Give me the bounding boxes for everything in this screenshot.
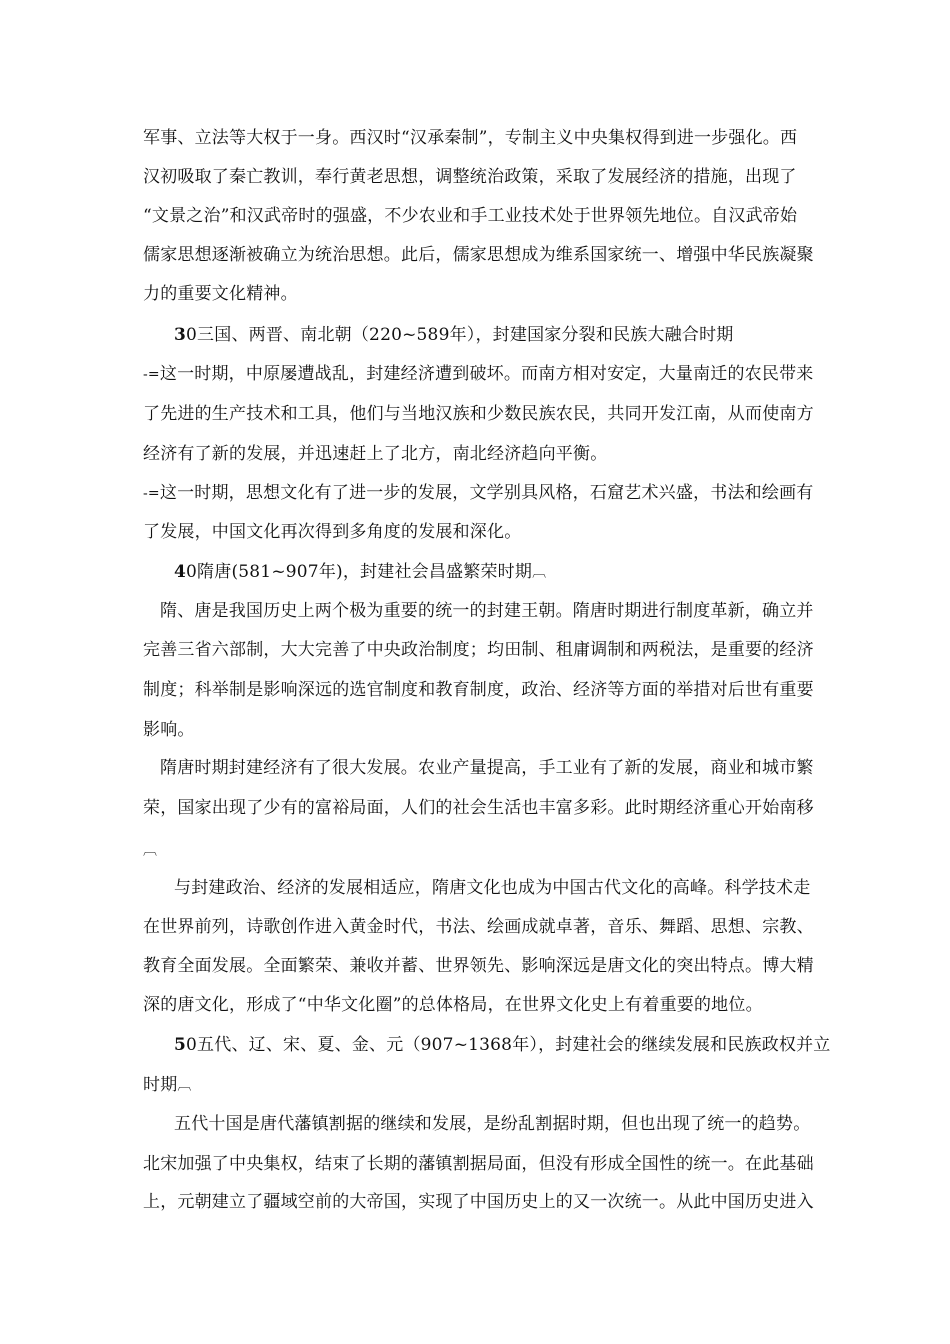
text-line: 力的重要文化精神。	[143, 284, 298, 304]
bracket-mark: ︹	[532, 564, 547, 581]
text-line: 了先进的生产技术和工具，他们与当地汉族和少数民族农民，共同开发江南，从而使南方	[143, 404, 814, 424]
text-line: “文景之治”和汉武帝时的强盛，不少农业和手工业技术处于世界领先地位。自汉武帝始	[143, 206, 798, 226]
section-number: 5	[174, 1035, 187, 1055]
dash-mark: -=	[143, 485, 160, 502]
dash-mark: -=	[143, 366, 160, 383]
text-line: 影响。	[143, 720, 195, 740]
text-line: -=这一时期，思想文化有了进一步的发展，文学别具风格，石窟艺术兴盛，书法和绘画有	[143, 483, 814, 503]
bracket-mark: ︹	[177, 1077, 192, 1094]
text-line: 在世界前列，诗歌创作进入黄金时代，书法、绘画成就卓著，音乐、舞蹈、思想、宗教、	[143, 917, 814, 937]
text-line: -=这一时期，中原屡遭战乱，封建经济遭到破坏。而南方相对安定，大量南迁的农民带来	[143, 364, 814, 384]
text-line: 教育全面发展。全面繁荣、兼收并蓄、世界领先、影响深远是唐文化的突出特点。博大精	[143, 956, 814, 976]
text-line: 隋、唐是我国历史上两个极为重要的统一的封建王朝。隋唐时期进行制度革新，确立并	[160, 601, 814, 621]
section-title: 0五代、辽、宋、夏、金、元（907~1368年），封建社会的继续发展和民族政权并立	[186, 1035, 831, 1055]
text-line: 制度；科举制是影响深远的选官制度和教育制度，政治、经济等方面的举措对后世有重要	[143, 680, 814, 700]
section-heading-3	[174, 325, 734, 347]
text-line: 深的唐文化，形成了“中华文化圈”的总体格局，在世界文化史上有着重要的地位。	[143, 995, 763, 1015]
text-line: 汉初吸取了秦亡教训，奉行黄老思想，调整统治政策，采取了发展经济的措施，出现了	[143, 167, 797, 187]
section-heading-5	[174, 1035, 831, 1057]
text-line: 完善三省六部制，大大完善了中央政治制度；均田制、租庸调制和两税法，是重要的经济	[143, 640, 814, 660]
text-line: 时期︹	[143, 1075, 192, 1095]
text-line: 了发展，中国文化再次得到多角度的发展和深化。	[143, 522, 522, 542]
text-line: 军事、立法等大权于一身。西汉时“汉承秦制”，专制主义中央集权得到进一步强化。西	[143, 128, 798, 148]
text-line: 荣，国家出现了少有的富裕局面，人们的社会生活也丰富多彩。此时期经济重心开始南移	[143, 798, 814, 818]
section-title: 0隋唐(581~907年)，封建社会昌盛繁荣时期	[186, 562, 533, 582]
text-line: 北宋加强了中央集权，结束了长期的藩镇割据局面，但没有形成全国性的统一。在此基础	[143, 1154, 814, 1174]
text-line: 儒家思想逐渐被确立为统治思想。此后，儒家思想成为维系国家统一、增强中华民族凝聚	[143, 245, 814, 265]
section-number: 3	[174, 325, 187, 345]
text-line: 隋唐时期封建经济有了很大发展。农业产量提高，手工业有了新的发展，商业和城市繁	[160, 758, 814, 778]
text-line: 五代十国是唐代藩镇割据的继续和发展，是纷乱割据时期，但也出现了统一的趋势。	[174, 1114, 811, 1134]
text-line: 与封建政治、经济的发展相适应，隋唐文化也成为中国古代文化的高峰。科学技术走	[174, 878, 811, 898]
bracket-mark: ︹	[143, 842, 158, 859]
text-line: 经济有了新的发展，并迅速赶上了北方，南北经济趋向平衡。	[143, 444, 608, 464]
bracket-line	[143, 840, 157, 862]
section-heading-4	[174, 562, 546, 584]
text-line: 上，元朝建立了疆域空前的大帝国，实现了中国历史上的又一次统一。从此中国历史进入	[143, 1192, 814, 1212]
section-title: 0三国、两晋、南北朝（220~589年），封建国家分裂和民族大融合时期	[186, 325, 734, 345]
section-number: 4	[174, 562, 187, 582]
